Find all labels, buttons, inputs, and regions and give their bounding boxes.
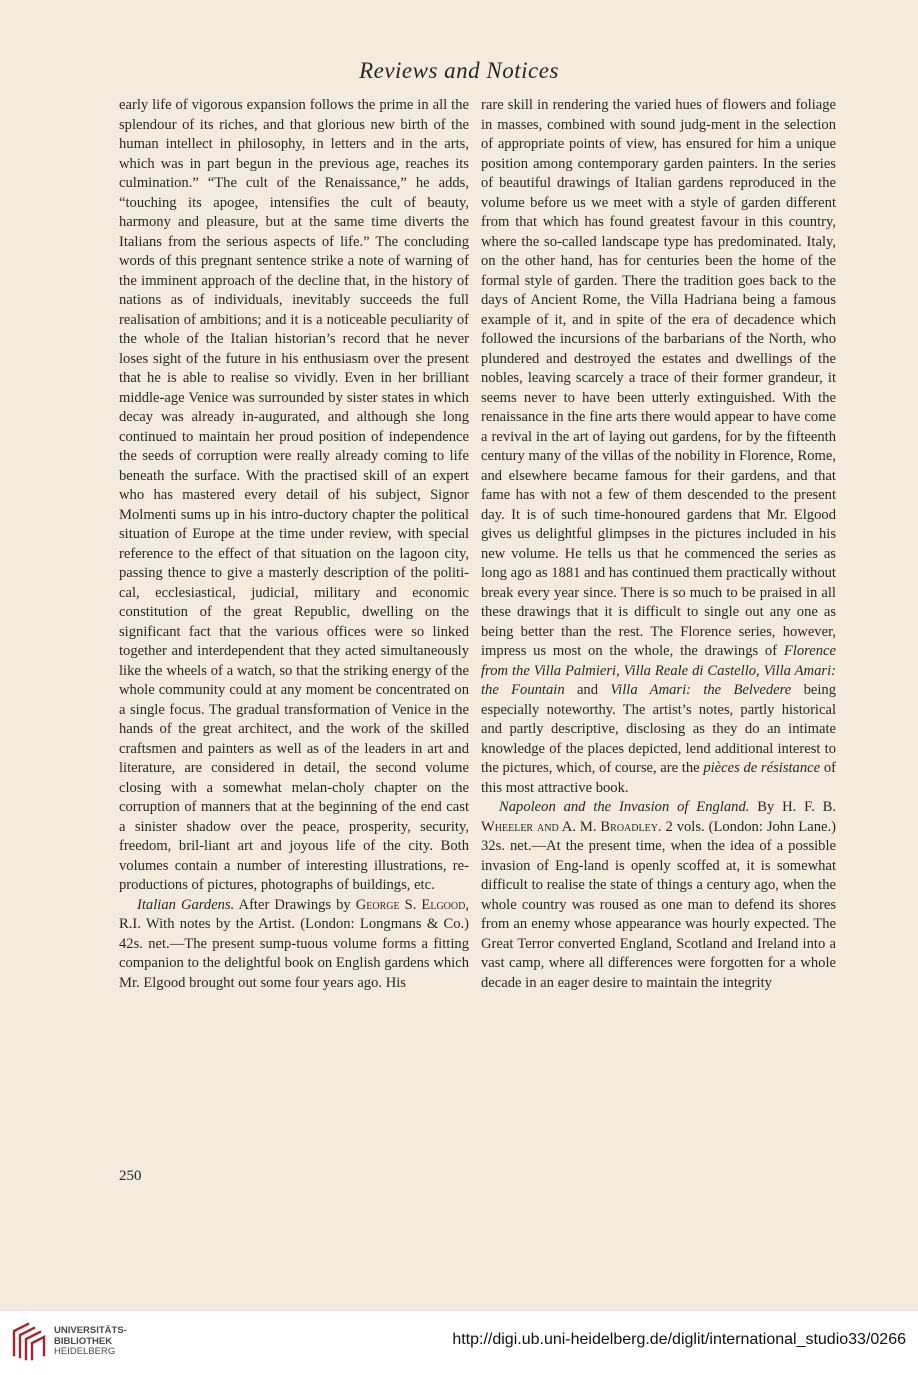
drawing-titles: Florence from the Villa Palmieri, Villa Reale di Castello, Villa Amari: the Fountain <box>481 643 836 698</box>
viewer-footer <box>0 1310 918 1375</box>
right-paragraph-2: Napoleon and the Invasion of England. By H. F. B. Wheeler and A. M. Broadley. 2 vols. (London: John Lane.) 32s. net.—At the present time, when the idea of a possible invasion of Eng-land is openly scoffed at, it is somewhat difficult to realise the state of things a century ago, when the whole country was roused as one man to defend its shores from an enemy whose appearance was hourly expected. The Great Terror converted England, Scotland and Ireland into a vast camp, where all differences were forgotten for a whole decade in an eager desire to maintain the integrity <box>481 799 836 991</box>
authors-names: H. F. B. Wheeler and A. M. Broadley. <box>481 799 836 835</box>
left-column <box>119 96 469 993</box>
page-number: 250 <box>119 1168 142 1184</box>
library-name: UNIVERSITÄTS- BIBLIOTHEK HEIDELBERG <box>54 1325 127 1357</box>
drawing-title-belvedere: Villa Amari: the Belvedere <box>610 682 792 698</box>
review-title-italian-gardens: Italian Gardens. <box>137 896 235 913</box>
left-paragraph-1: early life of vigorous expansion follows the prime in all the splendour of its riches, and that glorious new birth of the human intellect in philosophy, in letters and in the arts, which was in part begun in the previous age, reaches its culmination.” “The cult of the Renaissance,” he adds, “touching its apogee, intensifies the cult of beauty, harmony and pleasure, but at the same time diverts the Italians from the serious aspects of life.” The concluding words of this pregnant sentence strike a note of warning of the imminent approach of the decline that, in the history of nations as of individuals, inevitably succeeds the full realisation of ambitions; and it is a noticeable peculiarity of the whole of the Italian historian’s record that he never loses sight of the future in his enthusiasm over the present that he is able to realise so vividly. Even in her brilliant middle-age Venice was surrounded by sister states in which decay was already in-augurated, and although she long continued to maintain her proud position of independence the seeds of corruption were really already coming to life beneath the surface. With the practised skill of an expert who has mastered every detail of his subject, Signor Molmenti sums up in his intro-ductory chapter the political situation of Europe at the time under review, with special reference to the effect of that situation on the lagoon city, passing thence to give a masterly description of the politi-cal, ecclesiastical, judicial, military and economic constitution of the great Republic, dwelling on the significant fact that the various offices were so linked together and interdependent that they acted simultaneously like the wheels of a watch, so that the striking energy of the whole community could at any moment be concentrated on a single focus. The gradual transformation of Venice in the hands of the great architect, and the work of the skilled craftsmen and painters as well as of the leaders in art and literature, are considered in detail, the second volume closing with a somewhat melan-choly chapter on the corruption of manners that at the beginning of the end cast a sinister shadow over the peace, prosperity, security, freedom, bril-liant art and joyous life of the city. Both volumes contain a number of interesting illustrations, re-productions of pictures, photographs of buildings, etc. <box>119 97 469 893</box>
review-title-napoleon: Napoleon and the Invasion of England. <box>499 799 750 815</box>
permalink-url[interactable]: http://digi.ub.uni-heidelberg.de/diglit/international_studio33/0266 <box>452 1331 906 1348</box>
right-paragraph-1: rare skill in rendering the varied hues of flowers and foliage in masses, combined with sound judg-ment in the selection of appropriate points of view, has ensured for him a unique position among contemporary garden painters. In the series of beautiful drawings of Italian gardens reproduced in the volume before us we meet with a style of garden different from that which has found greatest favour in this country, where the so-called landscape type has predominated. Italy, on the other hand, has for centuries been the home of the formal style of garden. There the tradition goes back to the days of Ancient Rome, the Villa Hadriana being a famous example of it, and in spite of the era of decadence which followed the incursions of the barbarians of the North, who plundered and destroyed the estates and dwellings of the nobles, leaving scarcely a trace of their former grandeur, it seems never to have been utterly extinguished. With the renaissance in the fine arts there would appear to have come a revival in the art of laying out gardens, for by the fifteenth century many of the villas of the nobility in Florence, Rome, and elsewhere became famous for their gardens, and that fame has with not a few of them descended to the present day. It is of such time-honoured gardens that Mr. Elgood gives us delightful glimpses in the pictures included in his new volume. He tells us that he commenced the series as long ago as 1881 and has continued them practically without break every year since. There is so much to be praised in all these drawings that it is difficult to single out any one as being better than the rest. The Florence series, however, impress us most on the whole, the drawings of Florence from the Villa Palmieri, Villa Reale di Castello, Villa Amari: the Fountain and Villa Amari: the Belvedere being especially noteworthy. The artist’s notes, partly historical and partly descriptive, disclosing as they do an intimate knowledge of the places depicted, lend additional interest to the pictures, which, of course, are the pièces de résistance of this most attractive book. <box>481 97 836 796</box>
left-paragraph-2: Italian Gardens. After Drawings by George S. Elgood, R.I. With notes by the Artist. (London: Longmans & Co.) 42s. net.—The present sump-tuous volume forms a fitting companion to the delightful book on English gardens which Mr. Elgood brought out some four years ago. His <box>119 896 469 991</box>
author-name: George S. Elgood <box>355 896 466 913</box>
right-column <box>481 96 836 993</box>
running-head: Reviews and Notices <box>359 58 559 83</box>
pieces-de-resistance: pièces de résistance <box>703 760 821 776</box>
library-logo-icon <box>10 1321 48 1361</box>
